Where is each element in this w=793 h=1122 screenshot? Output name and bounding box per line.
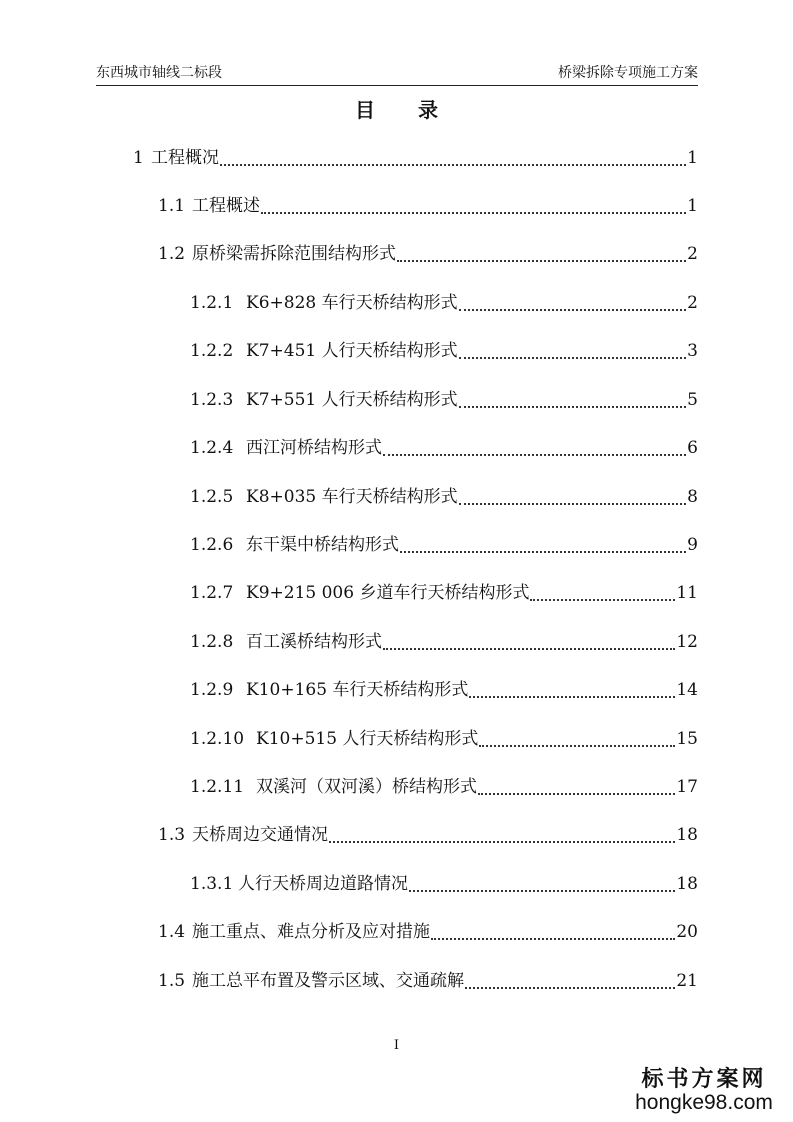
toc-entry-number: 1.3.1 bbox=[190, 874, 234, 894]
toc-entry-number: 1.2.7 bbox=[190, 583, 234, 603]
toc-entry-page: 11 bbox=[676, 583, 698, 603]
toc-entry[interactable] bbox=[158, 967, 698, 993]
toc-entry-number: 1.2.1 bbox=[190, 293, 234, 313]
toc-entry-page: 17 bbox=[676, 777, 698, 797]
toc-entry-number: 1.2.3 bbox=[190, 390, 234, 410]
toc-entry-number: 1.2.9 bbox=[190, 680, 234, 700]
toc-entry-number: 1.2.5 bbox=[190, 487, 234, 507]
toc-dot-leader bbox=[397, 242, 686, 262]
toc-entry-label: K7+451 人行天桥结构形式 bbox=[246, 341, 458, 361]
toc-dot-leader bbox=[465, 969, 675, 989]
toc-entry-label: 百工溪桥结构形式 bbox=[246, 632, 382, 652]
toc-entry-label: 人行天桥周边道路情况 bbox=[238, 874, 408, 894]
toc-entry-number: 1.3 bbox=[158, 825, 186, 845]
toc-entry[interactable] bbox=[190, 434, 698, 460]
toc-entry-label: K6+828 车行天桥结构形式 bbox=[246, 293, 458, 313]
toc-dot-leader bbox=[459, 485, 687, 505]
site-watermark bbox=[629, 1066, 779, 1114]
toc-entry-page: 1 bbox=[687, 196, 698, 216]
toc-entry[interactable] bbox=[158, 192, 698, 218]
toc-entry-label: 原桥梁需拆除范围结构形式 bbox=[192, 244, 396, 264]
toc-entry[interactable] bbox=[190, 386, 698, 412]
header-project-name: 东西城市轴线二标段 bbox=[96, 65, 222, 81]
toc-dot-leader bbox=[220, 146, 686, 166]
toc-dot-leader bbox=[478, 775, 675, 795]
toc-entry-label: 双溪河（双河溪）桥结构形式 bbox=[256, 777, 477, 797]
toc-entry-page: 6 bbox=[687, 438, 698, 458]
toc-entry[interactable] bbox=[190, 483, 698, 509]
toc-dot-leader bbox=[459, 291, 687, 311]
toc-entry-number: 1.2.10 bbox=[190, 729, 245, 749]
header-divider bbox=[96, 85, 698, 86]
toc-entry-page: 20 bbox=[676, 922, 698, 942]
toc-entry-page: 9 bbox=[687, 535, 698, 555]
toc-dot-leader bbox=[409, 872, 675, 892]
toc-entry-page: 5 bbox=[687, 390, 698, 410]
toc-entry[interactable] bbox=[190, 579, 698, 605]
toc-entry-page: 1 bbox=[687, 148, 698, 168]
toc-entry-number: 1.2.11 bbox=[190, 777, 245, 797]
toc-entry-number: 1.2.2 bbox=[190, 341, 234, 361]
toc-entry[interactable] bbox=[190, 676, 698, 702]
toc-entry-page: 18 bbox=[676, 874, 698, 894]
toc-entry-number: 1.2.6 bbox=[190, 535, 234, 555]
toc-dot-leader bbox=[383, 630, 675, 650]
toc-dot-leader bbox=[261, 194, 686, 214]
toc-entry-page: 21 bbox=[676, 971, 698, 991]
toc-entry-page: 2 bbox=[687, 244, 698, 264]
page-number: I bbox=[393, 1038, 400, 1053]
toc-dot-leader bbox=[479, 727, 675, 747]
toc-entry-label: K10+165 车行天桥结构形式 bbox=[246, 680, 469, 700]
toc-entry-label: K7+551 人行天桥结构形式 bbox=[246, 390, 458, 410]
toc-dot-leader bbox=[469, 678, 675, 698]
toc-dot-leader bbox=[400, 533, 686, 553]
toc-entry[interactable] bbox=[133, 144, 698, 170]
toc-title: 目 录 bbox=[355, 98, 456, 122]
toc-entry-label: 东干渠中桥结构形式 bbox=[246, 535, 399, 555]
running-header bbox=[96, 64, 698, 84]
toc-dot-leader bbox=[431, 920, 675, 940]
watermark-url: hongke98.com bbox=[635, 1091, 773, 1114]
toc-dot-leader bbox=[530, 581, 675, 601]
toc-entry-label: 西江河桥结构形式 bbox=[246, 438, 382, 458]
toc-entry-page: 18 bbox=[676, 825, 698, 845]
toc-entry-number: 1.1 bbox=[158, 196, 186, 216]
toc-dot-leader bbox=[459, 388, 687, 408]
toc-entry-number: 1.4 bbox=[158, 922, 186, 942]
toc-entry-page: 14 bbox=[676, 680, 698, 700]
toc-entry[interactable] bbox=[190, 773, 698, 799]
toc-entry-number: 1.2 bbox=[158, 244, 186, 264]
toc-entry-label: 施工总平布置及警示区域、交通疏解 bbox=[192, 971, 464, 991]
toc-entry[interactable] bbox=[190, 628, 698, 654]
toc-entry[interactable] bbox=[190, 531, 698, 557]
toc-entry-page: 3 bbox=[687, 341, 698, 361]
toc-dot-leader bbox=[383, 436, 686, 456]
toc-entry-label: 工程概述 bbox=[192, 196, 260, 216]
toc-entry[interactable] bbox=[190, 870, 698, 896]
toc-entry[interactable] bbox=[190, 289, 698, 315]
toc-entry-page: 8 bbox=[687, 487, 698, 507]
toc-entry-page: 15 bbox=[676, 729, 698, 749]
toc-entry-label: 天桥周边交通情况 bbox=[192, 825, 328, 845]
toc-entry-label: K8+035 车行天桥结构形式 bbox=[246, 487, 458, 507]
toc-entry-number: 1.5 bbox=[158, 971, 186, 991]
toc-entry[interactable] bbox=[158, 821, 698, 847]
toc-entry-page: 12 bbox=[676, 632, 698, 652]
toc-entry-label: 工程概况 bbox=[151, 148, 219, 168]
toc-entry-label: 施工重点、难点分析及应对措施 bbox=[192, 922, 430, 942]
toc-entry-number: 1 bbox=[133, 148, 144, 168]
toc-dot-leader bbox=[459, 339, 687, 359]
toc-entry[interactable] bbox=[158, 918, 698, 944]
toc-entry-number: 1.2.4 bbox=[190, 438, 234, 458]
toc-entry-label: K9+215 006 乡道车行天桥结构形式 bbox=[246, 583, 530, 603]
toc-entry[interactable] bbox=[158, 240, 698, 266]
toc-entry-page: 2 bbox=[687, 293, 698, 313]
toc-dot-leader bbox=[329, 823, 675, 843]
toc-entry-label: K10+515 人行天桥结构形式 bbox=[256, 729, 479, 749]
toc-entry-number: 1.2.8 bbox=[190, 632, 234, 652]
header-document-title: 桥梁拆除专项施工方案 bbox=[558, 65, 698, 81]
watermark-brand: 标书方案网 bbox=[641, 1066, 767, 1091]
toc-entry[interactable] bbox=[190, 337, 698, 363]
toc-entry[interactable] bbox=[190, 725, 698, 751]
